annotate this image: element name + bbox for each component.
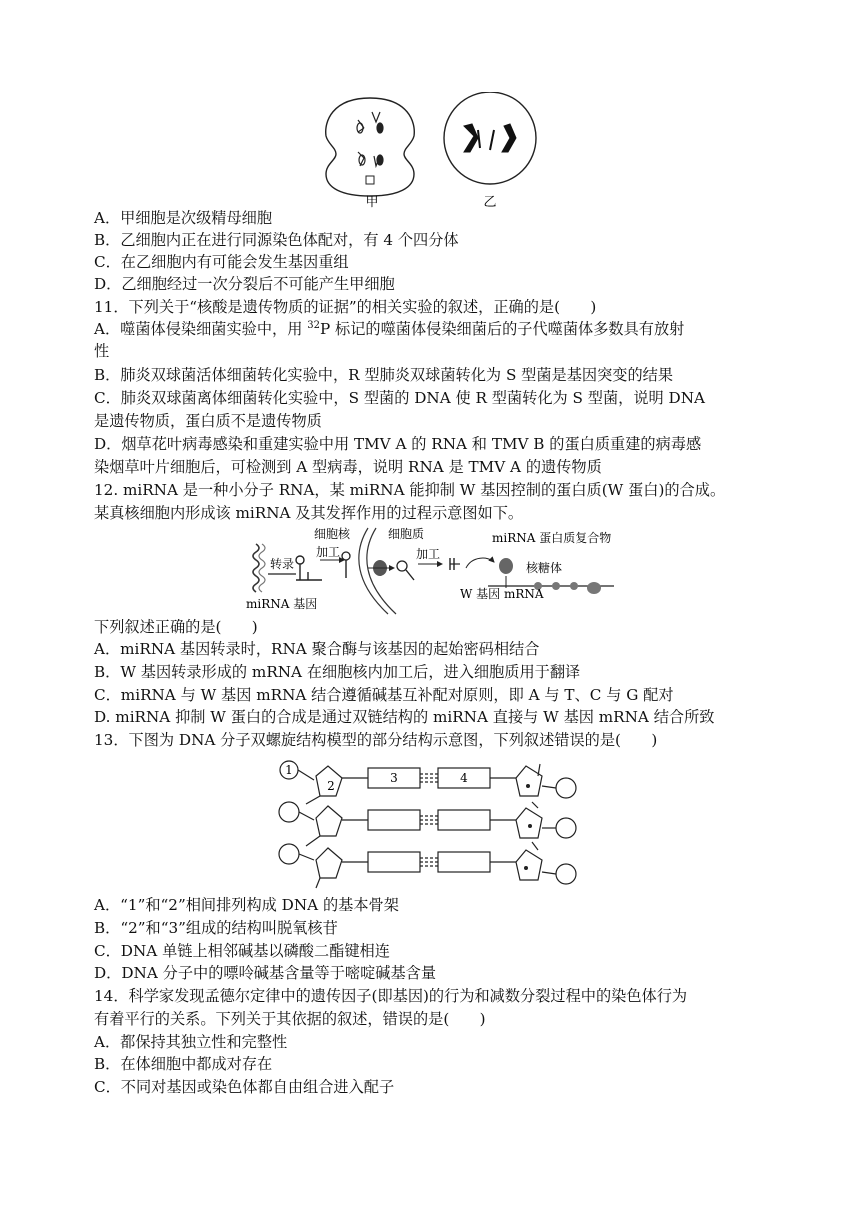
w-mrna-label: W 基因 mRNA bbox=[460, 587, 544, 601]
cell-division-figure bbox=[318, 92, 558, 208]
complex-label: miRNA 蛋白质复合物 bbox=[492, 531, 612, 545]
transcription-label: 转录 bbox=[270, 557, 295, 571]
q12-option-d: D. miRNA 抑制 W 蛋白的合成是通过双链结构的 miRNA 直接与 W 基因 mRNA 结合所致 bbox=[94, 708, 715, 726]
q11-option-a-post: P 标记的噬菌体侵染细菌后的子代噬菌体多数具有放射 bbox=[319, 320, 685, 338]
q12-option-c: C．miRNA 与 W 基因 mRNA 结合遵循碱基互补配对原则，即 A 与 T、C 与 G 配对 bbox=[94, 686, 674, 704]
q10-option-a: A．甲细胞是次级精母细胞 bbox=[94, 209, 273, 227]
q13-option-a: A．“1”和“2”相间排列构成 DNA 的基本骨架 bbox=[94, 896, 399, 914]
dna-label-4: 4 bbox=[460, 771, 468, 785]
isotope-superscript: 32 bbox=[307, 320, 320, 331]
q11-option-c: C．肺炎双球菌离体细菌转化实验中，S 型菌的 DNA 使 R 型菌转化为 S 型菌，说明 DNA bbox=[94, 389, 705, 407]
q10-option-d: D．乙细胞经过一次分裂后不可能产生甲细胞 bbox=[94, 275, 395, 293]
dna-label-3: 3 bbox=[390, 771, 398, 785]
dna-label-1: 1 bbox=[285, 763, 293, 777]
ribosome-label: 核糖体 bbox=[526, 561, 563, 575]
q10-option-b: B．乙细胞内正在进行同源染色体配对，有 4 个四分体 bbox=[94, 231, 459, 249]
q12-option-b: B．W 基因转录形成的 mRNA 在细胞核内加工后，进入细胞质用于翻译 bbox=[94, 663, 581, 681]
q14-stem-2: 有着平行的关系。下列关于其依据的叙述，错误的是( ) bbox=[94, 1010, 486, 1028]
q14-option-c: C．不同对基因或染色体都自由组合进入配子 bbox=[94, 1078, 395, 1096]
q13-option-d: D．DNA 分子中的嘌呤碱基含量等于嘧啶碱基含量 bbox=[94, 964, 437, 982]
q13-option-c: C．DNA 单链上相邻碱基以磷酸二酯键相连 bbox=[94, 942, 390, 960]
q12-stem-2: 某真核细胞内形成该 miRNA 及其发挥作用的过程示意图如下。 bbox=[94, 504, 524, 522]
cell-yi-label: 乙 bbox=[483, 195, 497, 208]
q11-stem: 11．下列关于“核酸是遗传物质的证据”的相关实验的叙述，正确的是( ) bbox=[94, 298, 597, 316]
q12-stem-1: 12. miRNA 是一种小分子 RNA，某 miRNA 能抑制 W 基因控制的蛋白质(W 蛋白)的合成。 bbox=[94, 481, 726, 499]
q11-option-a bbox=[94, 318, 684, 340]
dna-label-2: 2 bbox=[327, 779, 335, 793]
q14-option-b: B．在体细胞中都成对存在 bbox=[94, 1055, 273, 1073]
q11-option-a-cont: 性 bbox=[94, 342, 110, 360]
cytoplasm-label: 细胞质 bbox=[388, 527, 425, 541]
q14-option-a: A．都保持其独立性和完整性 bbox=[94, 1033, 288, 1051]
q10-option-c: C．在乙细胞内有可能会发生基因重组 bbox=[94, 253, 349, 271]
q11-option-c-cont: 是遗传物质，蛋白质不是遗传物质 bbox=[94, 412, 322, 430]
gene-label: miRNA 基因 bbox=[246, 597, 318, 611]
processing-label-2: 加工 bbox=[416, 547, 441, 561]
q11-option-d: D．烟草花叶病毒感染和重建实验中用 TMV A 的 RNA 和 TMV B 的蛋白质重建的病毒感 bbox=[94, 435, 702, 453]
dna-structure-diagram bbox=[276, 756, 588, 892]
q12-option-a: A．miRNA 基因转录时，RNA 聚合酶与该基因的起始密码相结合 bbox=[94, 640, 540, 658]
q13-stem: 13．下图为 DNA 分子双螺旋结构模型的部分结构示意图，下列叙述错误的是( ) bbox=[94, 731, 658, 749]
q12-lead: 下列叙述正确的是( ) bbox=[94, 618, 258, 636]
q13-option-b: B．“2”和“3”组成的结构叫脱氧核苷 bbox=[94, 919, 338, 937]
cell-jia-label: 甲 bbox=[365, 195, 379, 208]
q11-option-b: B．肺炎双球菌活体细菌转化实验中，R 型肺炎双球菌转化为 S 型菌是基因突变的结果 bbox=[94, 366, 674, 384]
processing-label-1: 加工 bbox=[316, 545, 341, 559]
q11-option-d-cont: 染烟草叶片细胞后，可检测到 A 型病毒，说明 RNA 是 TMV A 的遗传物质 bbox=[94, 458, 602, 476]
nucleus-label: 细胞核 bbox=[314, 527, 351, 541]
q14-stem-1: 14．科学家发现孟德尔定律中的遗传因子(即基因)的行为和减数分裂过程中的染色体行为 bbox=[94, 987, 688, 1005]
mirna-process-diagram bbox=[240, 524, 620, 616]
q11-option-a-pre: A．噬菌体侵染细菌实验中，用 bbox=[94, 320, 308, 338]
